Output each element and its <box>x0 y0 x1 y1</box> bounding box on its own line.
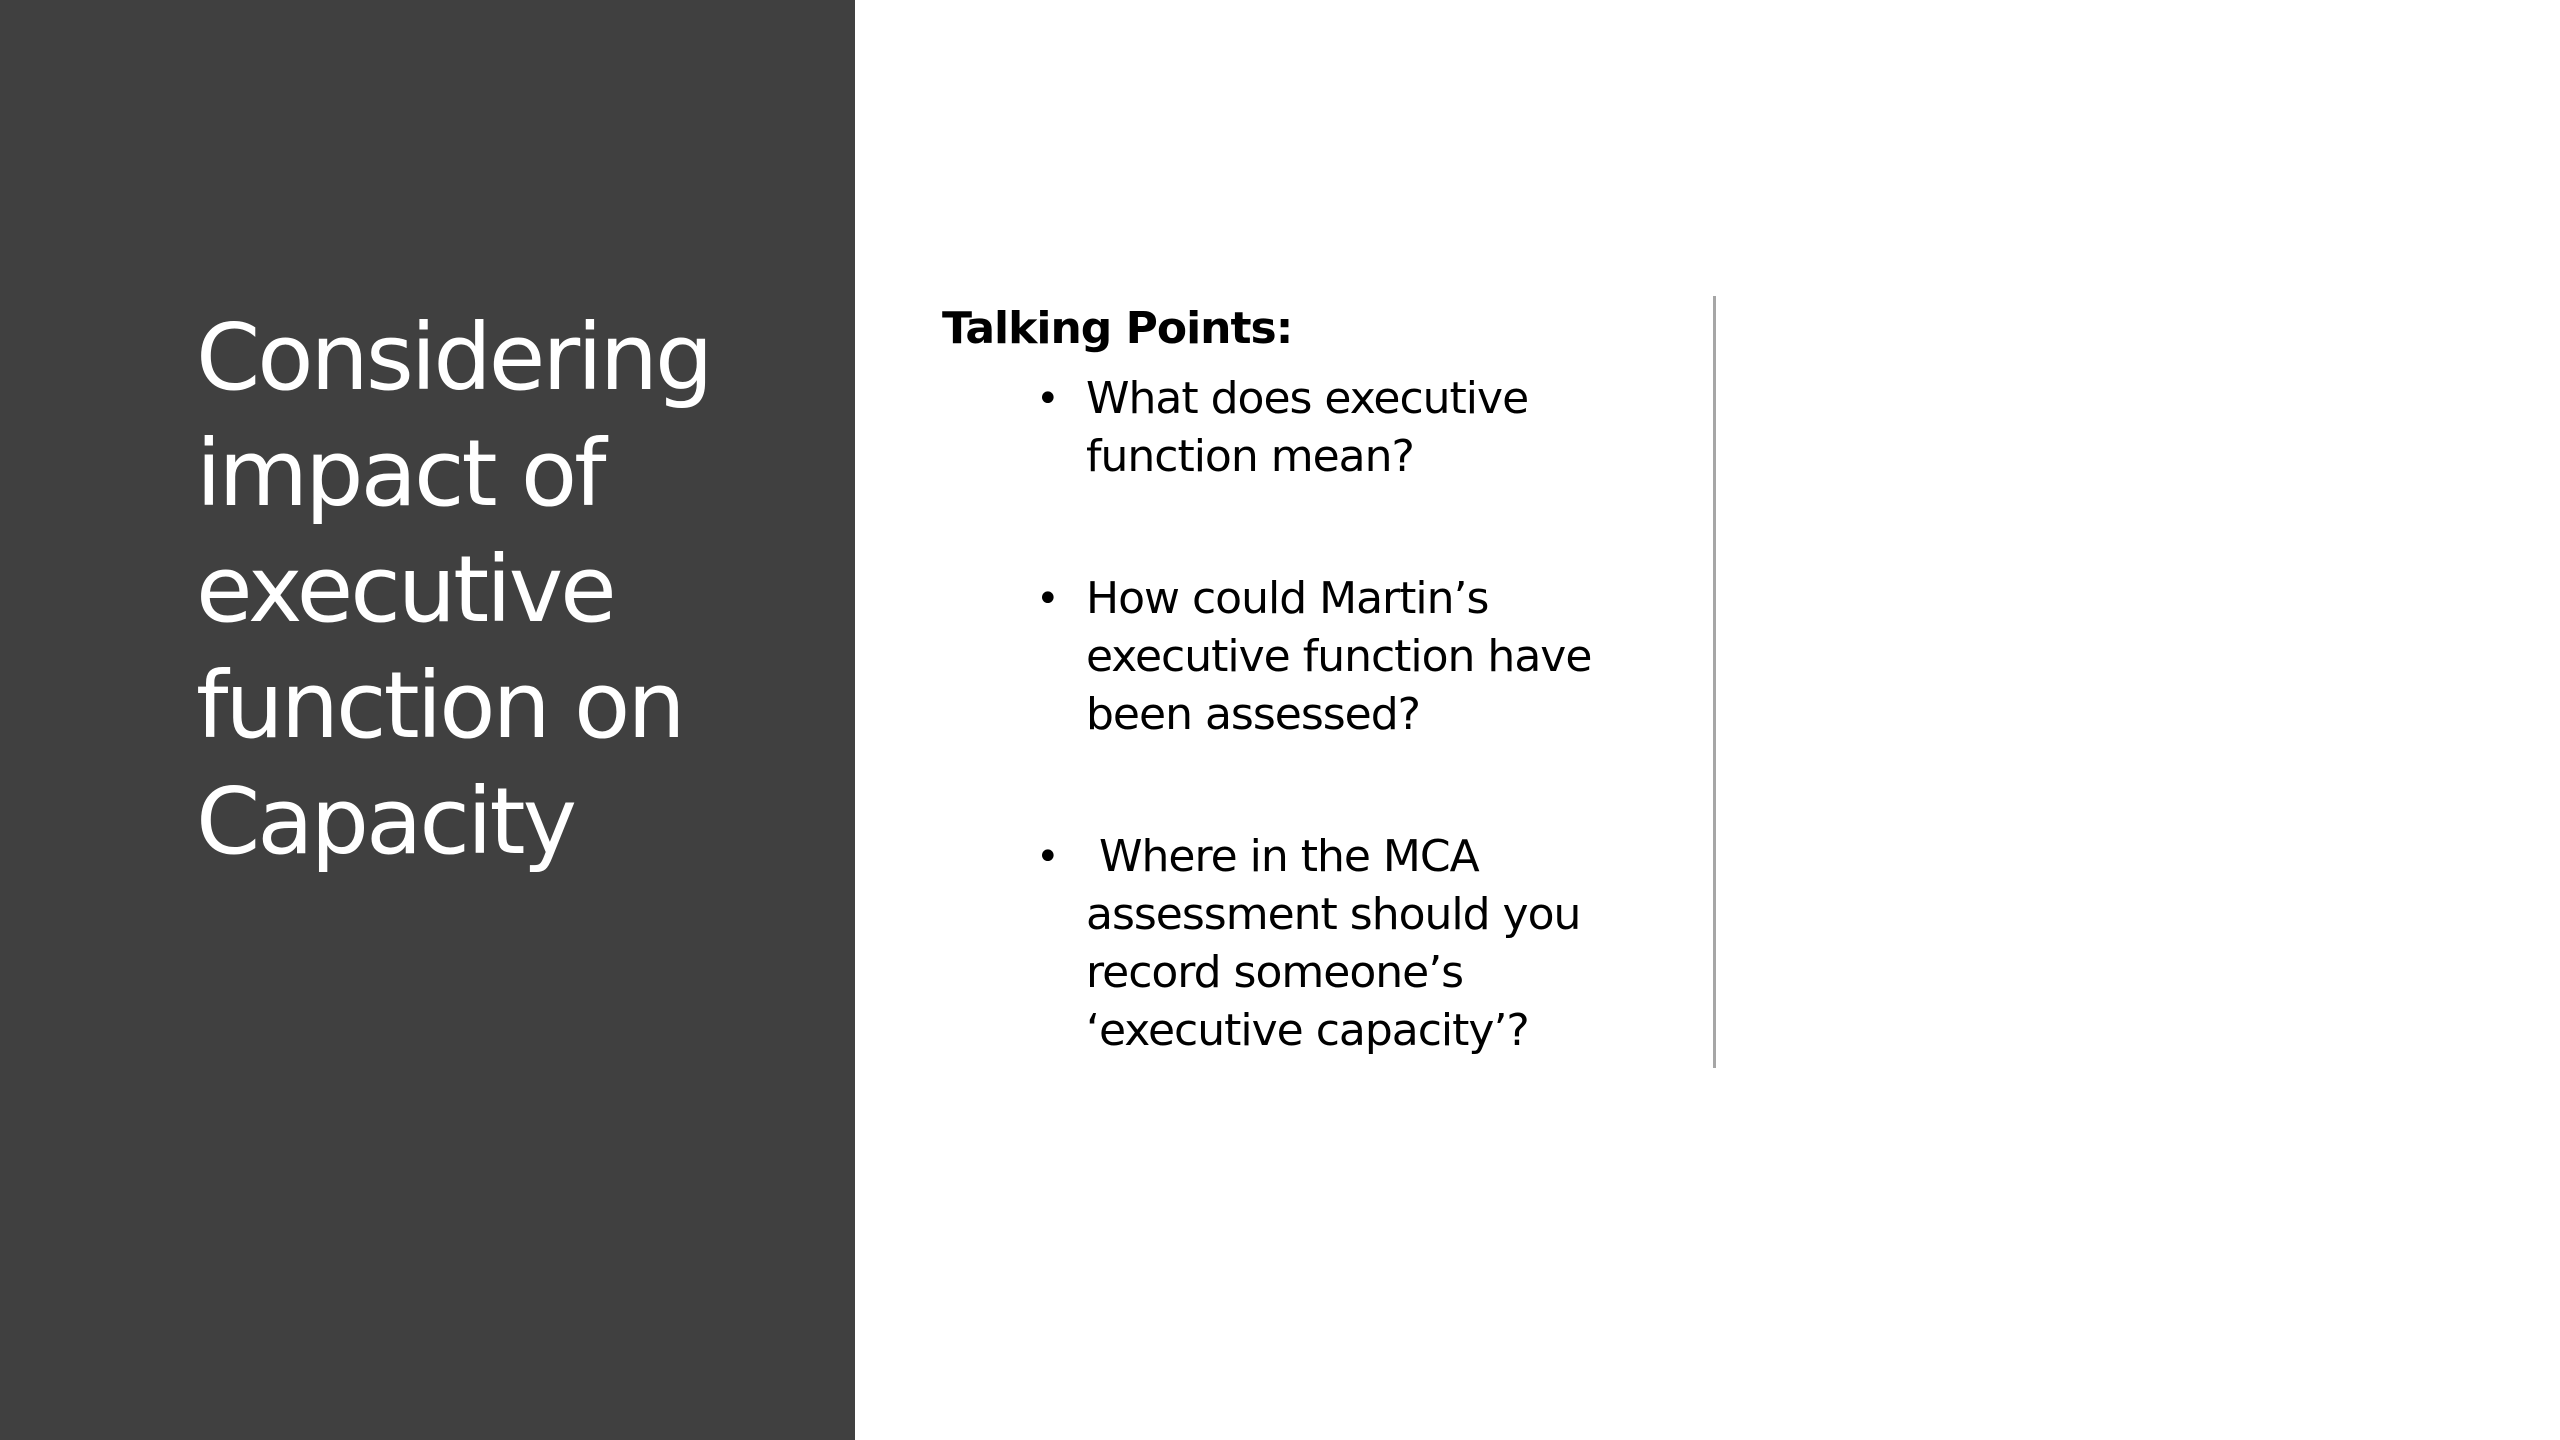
talking-points-heading: Talking Points: <box>942 303 1293 354</box>
list-item <box>1036 570 1646 744</box>
bullet-icon: • <box>1036 834 1059 880</box>
list-item <box>1036 828 1646 1060</box>
list-item <box>1036 370 1646 486</box>
list-item-text: What does executive function mean? <box>1086 373 1529 482</box>
bullet-icon: • <box>1036 376 1059 422</box>
list-item-text: Where in the MCA assessment should you record someone’s ‘executive capacity’? <box>1086 831 1594 1056</box>
talking-points-list <box>942 370 1682 1060</box>
title-panel <box>0 0 855 1440</box>
slide-title: Considering impact of executive function on Capacity <box>196 304 711 875</box>
vertical-divider <box>1713 296 1716 1068</box>
talking-points-section <box>942 300 1682 1060</box>
list-item-text: How could Martin’s executive function have been assessed? <box>1086 573 1592 740</box>
bullet-icon: • <box>1036 576 1059 622</box>
